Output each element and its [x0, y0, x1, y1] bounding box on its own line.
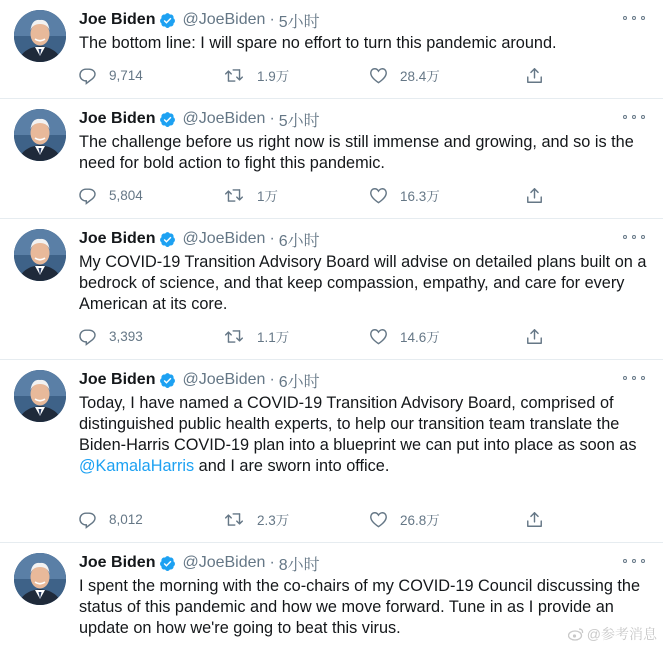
reply-count: 5,804 [109, 187, 143, 203]
like-button[interactable] [369, 64, 440, 86]
share-button[interactable] [525, 325, 556, 347]
avatar[interactable] [14, 553, 66, 605]
tweet[interactable] [0, 99, 663, 219]
share-icon [525, 66, 556, 85]
tweet-text-segment: The bottom line: I will spare no effort to turn this pandemic around. [79, 34, 557, 52]
separator-dot: · [269, 11, 275, 28]
tweet-text-segment: My COVID-19 Transition Advisory Board will advise on detailed plans built on a bedrock of science, and that keep compassion, empathy, and care for every American at its core. [79, 253, 647, 313]
tweet[interactable] [0, 360, 663, 543]
separator-dot: · [269, 554, 275, 571]
weibo-logo-icon [568, 627, 584, 641]
reply-button[interactable] [78, 325, 143, 347]
share-button[interactable] [525, 64, 556, 86]
tweet-actions [78, 184, 558, 206]
watermark [568, 624, 657, 644]
tweet-header [79, 229, 320, 249]
separator-dot: · [269, 371, 275, 388]
author-name[interactable]: Joe Biden [79, 230, 156, 247]
timestamp[interactable]: 5小时 [278, 13, 320, 31]
timestamp[interactable]: 8小时 [278, 556, 320, 574]
verified-badge-icon [159, 372, 176, 389]
reply-icon [78, 510, 109, 529]
reply-count: 8,012 [109, 511, 143, 527]
heart-icon [369, 510, 400, 529]
mention-link[interactable]: @KamalaHarris [79, 457, 195, 475]
retweet-button[interactable] [223, 64, 289, 86]
reply-icon [78, 186, 109, 205]
verified-badge-icon [159, 12, 176, 29]
avatar[interactable] [14, 10, 66, 62]
author-handle[interactable]: @JoeBiden [182, 11, 266, 28]
retweet-icon [223, 327, 257, 346]
verified-badge-icon [159, 111, 176, 128]
tweet-header [79, 553, 320, 573]
author-name[interactable]: Joe Biden [79, 110, 156, 127]
like-count: 28.4万 [400, 69, 440, 84]
share-button[interactable] [525, 184, 556, 206]
retweet-count: 1.1万 [257, 330, 290, 345]
reply-count: 3,393 [109, 328, 143, 344]
tweet-actions [78, 64, 558, 86]
author-handle[interactable]: @JoeBiden [182, 110, 266, 127]
tweet[interactable] [0, 0, 663, 99]
more-options-icon[interactable] [623, 372, 645, 384]
more-options-icon[interactable] [623, 111, 645, 123]
more-options-icon[interactable] [623, 555, 645, 567]
tweet[interactable] [0, 219, 663, 360]
tweet-text [79, 393, 649, 477]
avatar[interactable] [14, 229, 66, 281]
tweet-header [79, 370, 320, 390]
retweet-button[interactable] [223, 508, 289, 530]
tweet-text-segment: Today, I have named a COVID-19 Transition Advisory Board, comprised of distinguished public health experts, to help our transition team translate the Biden-Harris COVID-19 plan into a blueprint we can put into place as soon as [79, 394, 637, 454]
like-button[interactable] [369, 325, 440, 347]
heart-icon [369, 186, 400, 205]
tweet-text-segment: I spent the morning with the co-chairs of my COVID-19 Council discussing the status of this pandemic and how we move forward. Tune in as I provide an update on how we're going to beat this virus. [79, 577, 641, 637]
verified-badge-icon [159, 231, 176, 248]
tweet-text [79, 33, 649, 54]
reply-button[interactable] [78, 184, 143, 206]
like-count: 16.3万 [400, 189, 440, 204]
heart-icon [369, 327, 400, 346]
share-button[interactable] [525, 508, 556, 530]
like-count: 26.8万 [400, 513, 440, 528]
more-options-icon[interactable] [623, 231, 645, 243]
retweet-count: 1万 [257, 189, 279, 204]
share-icon [525, 327, 556, 346]
tweet-actions [78, 325, 558, 347]
share-icon [525, 510, 556, 529]
verified-badge-icon [159, 555, 176, 572]
retweet-count: 1.9万 [257, 69, 290, 84]
like-count: 14.6万 [400, 330, 440, 345]
reply-icon [78, 66, 109, 85]
tweet[interactable] [0, 543, 663, 654]
avatar[interactable] [14, 370, 66, 422]
retweet-icon [223, 186, 257, 205]
reply-count: 9,714 [109, 67, 143, 83]
retweet-count: 2.3万 [257, 513, 290, 528]
timestamp[interactable]: 5小时 [278, 112, 320, 130]
avatar[interactable] [14, 109, 66, 161]
tweet-actions [78, 508, 558, 530]
separator-dot: · [269, 230, 275, 247]
reply-button[interactable] [78, 64, 143, 86]
author-handle[interactable]: @JoeBiden [182, 230, 266, 247]
reply-button[interactable] [78, 508, 143, 530]
timestamp[interactable]: 6小时 [278, 232, 320, 250]
tweet-text-segment: and I are sworn into office. [194, 457, 390, 475]
heart-icon [369, 66, 400, 85]
author-name[interactable]: Joe Biden [79, 11, 156, 28]
author-name[interactable]: Joe Biden [79, 371, 156, 388]
like-button[interactable] [369, 184, 440, 206]
retweet-icon [223, 66, 257, 85]
reply-icon [78, 327, 109, 346]
author-name[interactable]: Joe Biden [79, 554, 156, 571]
watermark-text: @参考消息 [586, 626, 657, 642]
tweet-text [79, 252, 649, 315]
retweet-button[interactable] [223, 325, 289, 347]
tweet-text [79, 576, 649, 639]
retweet-button[interactable] [223, 184, 278, 206]
more-options-icon[interactable] [623, 12, 645, 24]
tweet-text-segment: The challenge before us right now is still immense and growing, and so is the need for bold action to fight this pandemic. [79, 133, 634, 172]
tweet-text [79, 132, 649, 174]
tweet-header [79, 109, 320, 129]
author-handle[interactable]: @JoeBiden [182, 554, 266, 571]
tweet-header [79, 10, 320, 30]
author-handle[interactable]: @JoeBiden [182, 371, 266, 388]
like-button[interactable] [369, 508, 440, 530]
share-icon [525, 186, 556, 205]
separator-dot: · [269, 110, 275, 127]
retweet-icon [223, 510, 257, 529]
timestamp[interactable]: 6小时 [278, 373, 320, 391]
